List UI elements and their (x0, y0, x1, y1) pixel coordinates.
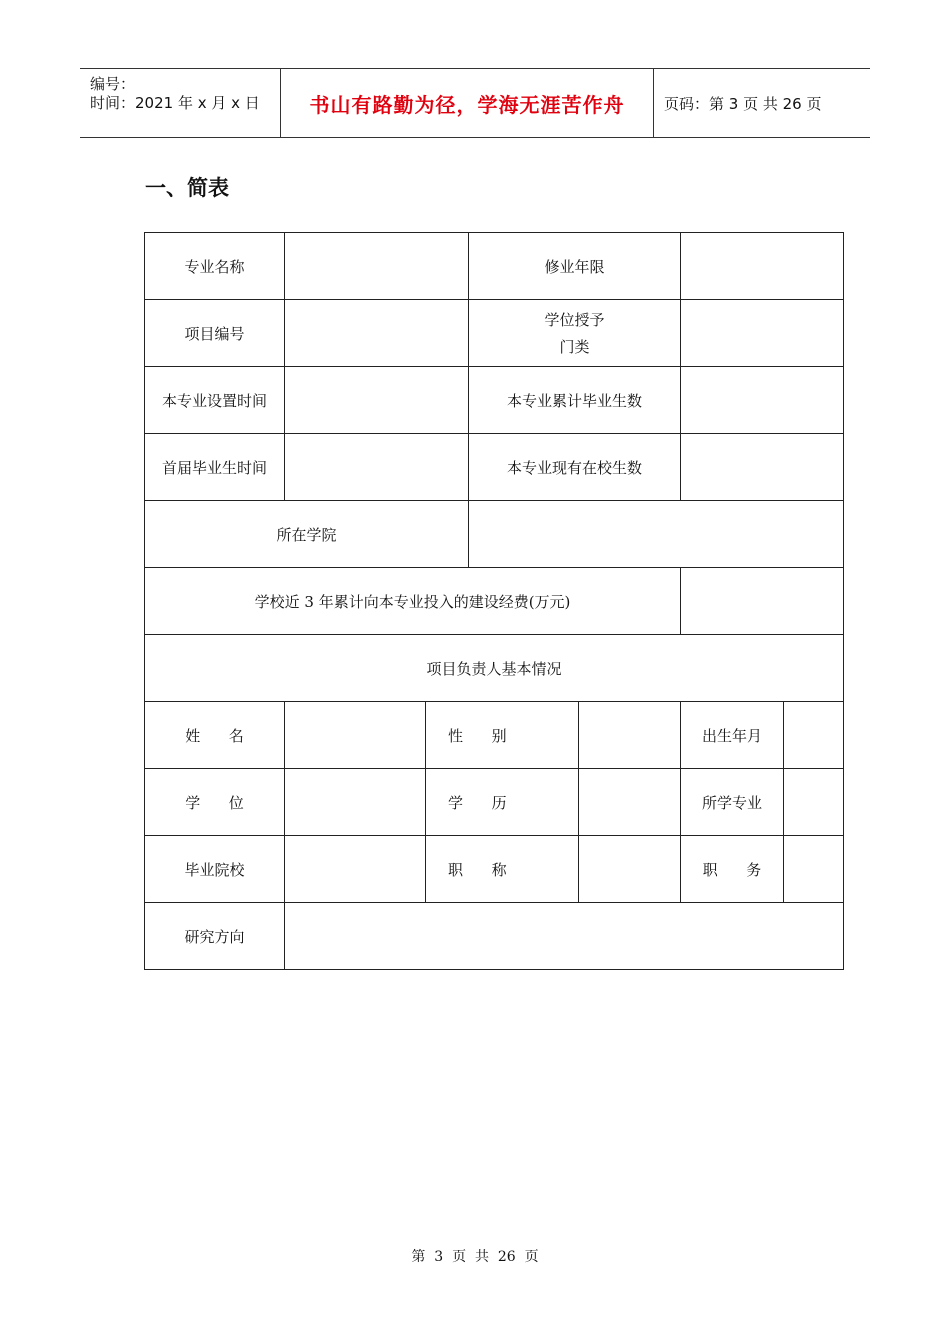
setup-time-value[interactable] (285, 367, 469, 434)
degree-value[interactable] (285, 769, 426, 836)
header-motto-cell (281, 69, 654, 137)
section-title: 一、简表 (145, 176, 229, 200)
table-row (145, 903, 844, 970)
gender-label: 性 别 (426, 702, 579, 769)
table-row (145, 836, 844, 903)
degree-type-label (469, 300, 681, 367)
study-years-value[interactable] (681, 233, 844, 300)
total-graduates-label: 本专业累计毕业生数 (469, 367, 681, 434)
header-meta-cell (80, 69, 281, 137)
major-studied-value[interactable] (784, 769, 844, 836)
grad-school-value[interactable] (285, 836, 426, 903)
name-label: 姓 名 (145, 702, 285, 769)
birth-value[interactable] (784, 702, 844, 769)
major-name-label: 专业名称 (145, 233, 285, 300)
education-value[interactable] (579, 769, 681, 836)
birth-label: 出生年月 (681, 702, 784, 769)
gender-value[interactable] (579, 702, 681, 769)
funding-label: 学校近 3 年累计向本专业投入的建设经费(万元) (145, 568, 681, 635)
study-years-label: 修业年限 (469, 233, 681, 300)
college-label: 所在学院 (145, 501, 469, 568)
header-page-cell (654, 69, 870, 137)
name-value[interactable] (285, 702, 426, 769)
education-label: 学 历 (426, 769, 579, 836)
research-label: 研究方向 (145, 903, 285, 970)
funding-value[interactable] (681, 568, 844, 635)
major-studied-label: 所学专业 (681, 769, 784, 836)
table-row (145, 702, 844, 769)
title-label: 职 称 (426, 836, 579, 903)
table-row (145, 568, 844, 635)
page-header (80, 68, 870, 138)
leader-section-heading: 项目负责人基本情况 (145, 635, 844, 702)
table-row (145, 434, 844, 501)
title-value[interactable] (579, 836, 681, 903)
degree-type-label-line2: 门类 (559, 338, 590, 356)
table-row (145, 233, 844, 300)
major-name-value[interactable] (285, 233, 469, 300)
table-row (145, 367, 844, 434)
current-students-label: 本专业现有在校生数 (469, 434, 681, 501)
total-graduates-value[interactable] (681, 367, 844, 434)
project-number-value[interactable] (285, 300, 469, 367)
table-row (145, 300, 844, 367)
document-number-label: 编号： (90, 75, 136, 93)
grad-school-label: 毕业院校 (145, 836, 285, 903)
table-row (145, 635, 844, 702)
page-footer: 第 3 页 共 26 页 (411, 1249, 539, 1265)
position-value[interactable] (784, 836, 844, 903)
page-code: 页码：第 3 页 共 26 页 (664, 94, 822, 113)
research-value[interactable] (285, 903, 844, 970)
motto-text: 书山有路勤为径，学海无涯苦作舟 (309, 92, 625, 117)
position-label: 职 务 (681, 836, 784, 903)
first-grad-time-value[interactable] (285, 434, 469, 501)
setup-time-label: 本专业设置时间 (145, 367, 285, 434)
document-date: 时间：2021 年 x 月 x 日 (90, 94, 260, 112)
degree-type-value[interactable] (681, 300, 844, 367)
college-value[interactable] (469, 501, 844, 568)
table-row (145, 501, 844, 568)
first-grad-time-label: 首届毕业生时间 (145, 434, 285, 501)
summary-form-table (144, 232, 844, 970)
table-row (145, 769, 844, 836)
project-number-label: 项目编号 (145, 300, 285, 367)
degree-type-label-line1: 学位授予 (544, 311, 605, 329)
degree-label: 学 位 (145, 769, 285, 836)
current-students-value[interactable] (681, 434, 844, 501)
